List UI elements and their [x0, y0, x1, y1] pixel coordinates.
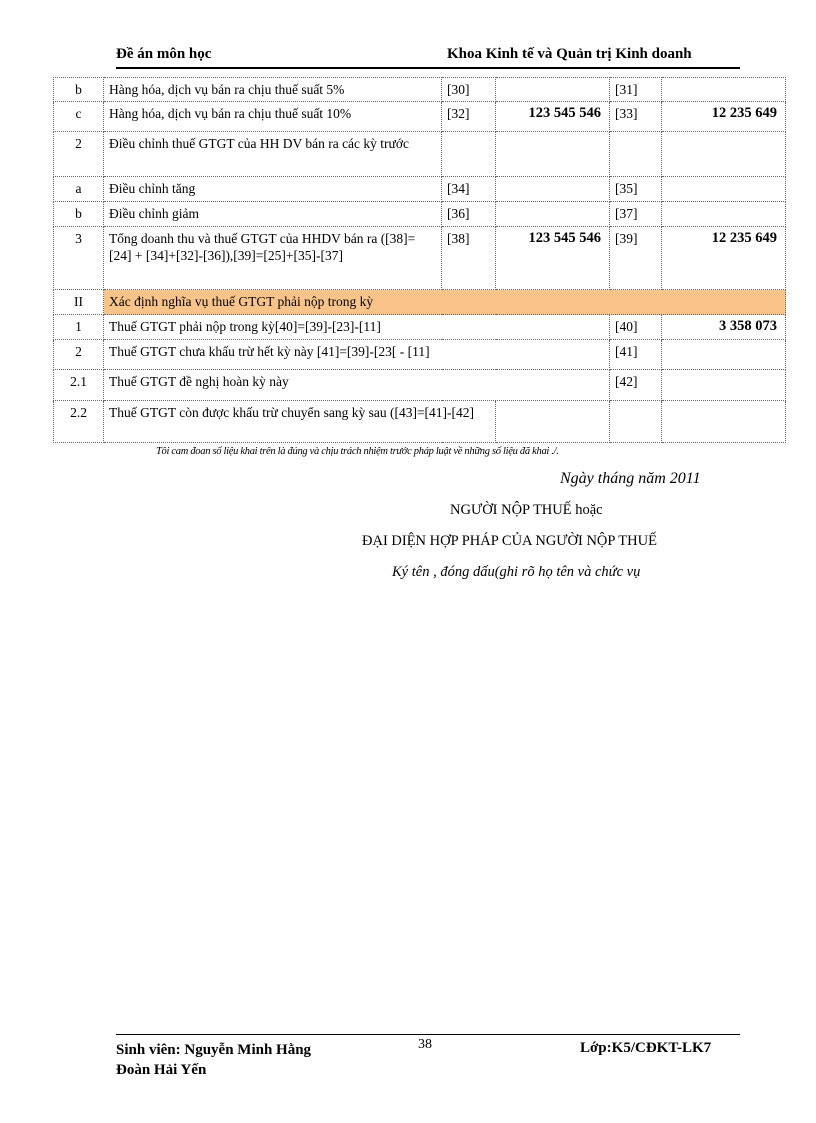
row-description: Điều chỉnh giảm: [104, 202, 442, 227]
row-code-revenue: [30]: [442, 78, 496, 102]
row-code-revenue: [34]: [442, 177, 496, 202]
row-stt: 1: [54, 315, 104, 340]
row-value-tax: [662, 340, 786, 370]
row-code-tax: [40]: [610, 315, 662, 340]
row-stt: 2: [54, 132, 104, 177]
row-stt: 3: [54, 227, 104, 290]
row-value-revenue: [496, 202, 610, 227]
row-value-tax: [662, 132, 786, 177]
row-code-revenue: [32]: [442, 102, 496, 132]
table-row: [54, 340, 786, 370]
signature-instruction: Ký tên , đóng dấu(ghi rõ họ tên và chức vụ: [392, 564, 641, 580]
header-rule: [116, 67, 740, 69]
row-value-tax: [662, 401, 786, 443]
table-row: [54, 401, 786, 443]
table-row: [54, 177, 786, 202]
footer-students: [116, 1040, 311, 1080]
row-stt: 2.1: [54, 370, 104, 401]
row-value-revenue: [496, 78, 610, 102]
table-row: [54, 370, 786, 401]
signer-title: NGƯỜI NỘP THUẾ hoặc: [450, 502, 603, 518]
footer-class: Lớp:K5/CĐKT-LK7: [580, 1040, 712, 1056]
page-number: 38: [418, 1037, 432, 1052]
row-description: Điều chỉnh tăng: [104, 177, 442, 202]
row-stt: a: [54, 177, 104, 202]
row-code-tax: [31]: [610, 78, 662, 102]
row-code-tax: [33]: [610, 102, 662, 132]
row-code-revenue: [36]: [442, 202, 496, 227]
row-description: Điều chỉnh thuế GTGT của HH DV bán ra các kỳ trước: [104, 132, 442, 177]
row-value-revenue: [496, 177, 610, 202]
vat-declaration-table: [53, 77, 786, 443]
row-value-tax: [662, 370, 786, 401]
footer-student-line1: Sinh viên: Nguyễn Minh Hằng: [116, 1042, 312, 1058]
row-stt: II: [54, 290, 104, 315]
row-code-tax: [610, 132, 662, 177]
row-code-revenue: [442, 132, 496, 177]
row-value-tax: 12 235 649: [662, 227, 786, 290]
row-stt: 2: [54, 340, 104, 370]
row-description: Hàng hóa, dịch vụ bán ra chịu thuế suất 5%: [104, 78, 442, 102]
row-code-tax: [41]: [610, 340, 662, 370]
row-code-tax: [610, 401, 662, 443]
table-row: [54, 78, 786, 102]
row-stt: b: [54, 78, 104, 102]
row-stt: c: [54, 102, 104, 132]
row-description: Thuế GTGT phải nộp trong kỳ[40]=[39]-[23]-[11]: [104, 315, 610, 340]
footer-student-line2: Đoàn Hải Yến: [116, 1062, 207, 1078]
row-stt: 2.2: [54, 401, 104, 443]
row-description: Thuế GTGT đề nghị hoàn kỳ này: [104, 370, 610, 401]
table-row: [54, 227, 786, 290]
row-value-tax: [662, 78, 786, 102]
table-row: [54, 315, 786, 340]
row-value-tax: [662, 202, 786, 227]
header-faculty: Khoa Kinh tế và Quản trị Kinh doanh: [447, 46, 692, 62]
row-value-revenue: 123 545 546: [496, 227, 610, 290]
row-value-tax: 12 235 649: [662, 102, 786, 132]
date-line: Ngày tháng năm 2011: [560, 470, 701, 487]
row-description: Tổng doanh thu và thuế GTGT của HHDV bán ra ([38]=[24] + [34]+[32]-[36]),[39]=[25]+[35]-[37]: [104, 227, 442, 290]
row-value-tax: 3 358 073: [662, 315, 786, 340]
row-description: Hàng hóa, dịch vụ bán ra chịu thuế suất 10%: [104, 102, 442, 132]
table-row: [54, 132, 786, 177]
row-description: Thuế GTGT chưa khấu trừ hết kỳ này [41]=[39]-[23[ - [11]: [104, 340, 610, 370]
row-description: Thuế GTGT còn được khấu trừ chuyển sang kỳ sau ([43]=[41]-[42]: [104, 401, 496, 443]
signer-representative: ĐẠI DIỆN HỢP PHÁP CỦA NGƯỜI NỘP THUẾ: [362, 533, 657, 549]
row-value-revenue: 123 545 546: [496, 102, 610, 132]
row-code-tax: [42]: [610, 370, 662, 401]
row-code-tax: [35]: [610, 177, 662, 202]
table-row: [54, 102, 786, 132]
section-header-row: [54, 290, 786, 315]
row-value-revenue: [496, 401, 610, 443]
row-code-tax: [39]: [610, 227, 662, 290]
header-course-title: Đề án môn học: [116, 46, 212, 62]
table-row: [54, 202, 786, 227]
section-title: Xác định nghĩa vụ thuế GTGT phải nộp trong kỳ: [104, 290, 786, 315]
declaration-note: Tôi cam đoan số liệu khai trên là đúng và chịu trách nhiệm trước pháp luật về những số liệu đã khai ./.: [156, 446, 559, 457]
row-code-tax: [37]: [610, 202, 662, 227]
row-stt: b: [54, 202, 104, 227]
row-code-revenue: [38]: [442, 227, 496, 290]
footer-rule: [116, 1034, 740, 1035]
row-value-tax: [662, 177, 786, 202]
row-value-revenue: [496, 132, 610, 177]
